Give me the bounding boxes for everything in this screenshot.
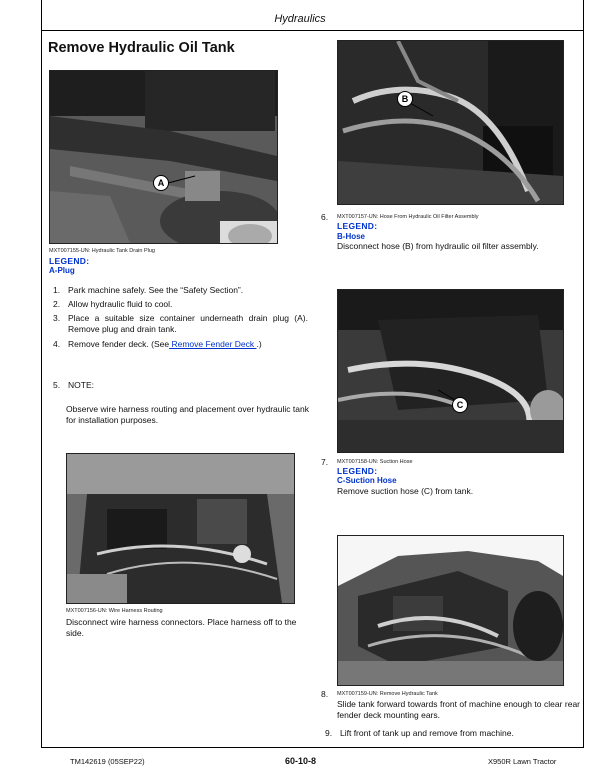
callout-c: C [452,397,468,413]
running-header: Hydraulics [274,13,326,25]
step-1-text: Park machine safely. See the “Safety Section”. [68,285,244,295]
step-4-number: 4. [53,339,61,349]
filter-hose-illustration [338,41,563,204]
suction-hose-illustration [338,290,563,452]
step-7-number: 7. [321,457,329,467]
suction-hose-photo [337,289,564,453]
note-text: Observe wire harness routing and placement over hydraulic tank for installation purposes. [66,404,309,425]
step-7-text: Remove suction hose (C) from tank. [337,486,474,496]
filter-hose-legend-heading: LEGEND: [337,221,378,231]
content-left-border [41,31,42,748]
step-9-number: 9. [325,728,333,738]
step-5-number: 5. [53,380,61,390]
step-6-number: 6. [321,212,329,222]
drain-plug-legend-item: A-Plug [49,266,75,275]
step-3-number: 3. [53,313,61,323]
remove-tank-caption: MXT007159-UN: Remove Hydraulic Tank [337,691,438,697]
footer-page-number: 60-10-8 [285,756,317,766]
note-label: NOTE: [68,380,94,390]
suction-hose-caption: MXT007158-UN: Suction Hose [337,459,413,465]
suction-hose-legend-heading: LEGEND: [337,466,378,476]
suction-hose-legend-item: C-Suction Hose [337,476,397,485]
remove-tank-photo [337,535,564,686]
drain-plug-legend-heading: LEGEND: [49,256,90,266]
drain-plug-caption: MXT007155-UN: Hydraulic Tank Drain Plug [49,248,155,254]
header-rule [41,30,584,31]
step-2-number: 2. [53,299,61,309]
footer-doc-id: TM142619 (05SEP22) [70,757,145,766]
footer-rule [41,747,584,748]
step-8-number: 8. [321,689,329,699]
step-2-text: Allow hydraulic fluid to cool. [68,299,173,309]
remove-tank-illustration [338,536,563,685]
filter-hose-legend-item: B-Hose [337,232,366,241]
wire-harness-photo [66,453,295,604]
step-1-number: 1. [53,285,61,295]
wire-harness-text: Disconnect wire harness connectors. Place harness off to the side. [66,617,297,638]
filter-hose-photo [337,40,564,205]
step-4-text-before: Remove fender deck. (See [68,339,170,349]
callout-b: B [397,91,413,107]
callout-a: A [153,175,169,191]
drain-plug-photo [49,70,278,244]
step-4-text [68,339,308,350]
content-right-border [583,31,584,748]
section-title: Remove Hydraulic Oil Tank [48,40,235,56]
drain-plug-illustration [50,71,277,243]
step-6-text: Disconnect hose (B) from hydraulic oil filter assembly. [337,241,539,251]
wire-harness-illustration [67,454,294,603]
footer-model: X950R Lawn Tractor [488,757,557,766]
step-3-text: Place a suitable size container underneath drain plug (A). Remove plug and drain tank. [68,313,308,334]
filter-hose-caption: MXT007157-UN: Hose From Hydraulic Oil Filter Assembly [337,214,479,220]
remove-fender-deck-link[interactable]: Remove Fender Deck [169,339,257,349]
step-8-text: Slide tank forward towards front of machine enough to clear rear fender deck mounting ears. [337,699,580,720]
step-4-text-after: .) [256,339,262,349]
step-9-text: Lift front of tank up and remove from machine. [340,728,514,738]
wire-harness-caption: MXT007156-UN: Wire Harness Routing [66,608,163,614]
